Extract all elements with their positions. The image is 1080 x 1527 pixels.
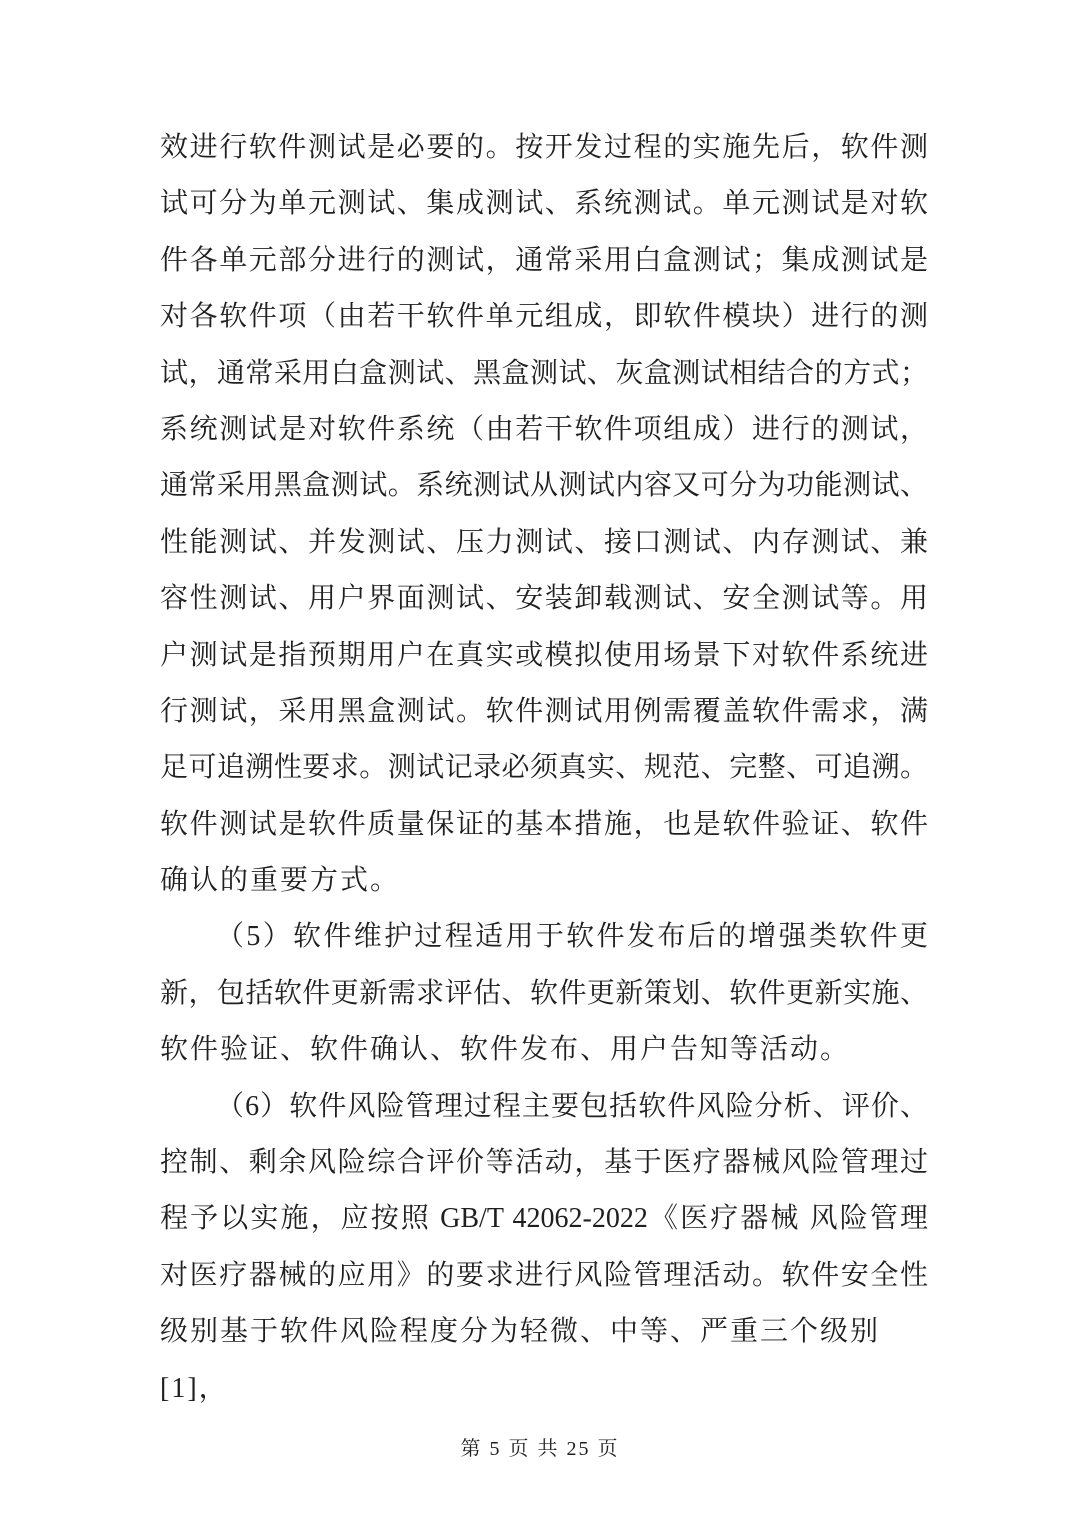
text-line-paragraph-end: 确认的重要方式。	[160, 865, 401, 897]
text-line: 试可分为单元测试、集成测试、系统测试。单元测试是对软	[160, 188, 928, 220]
text-line: 软件测试是软件质量保证的基本措施，也是软件验证、软件	[160, 808, 928, 840]
text-line: 效进行软件测试是必要的。按开发过程的实施先后，软件测	[160, 132, 928, 163]
text-line: 户测试是指预期用户在真实或模拟使用场景下对软件系统进	[160, 639, 928, 671]
text-line-paragraph-end: 软件验证、软件确认、软件发布、用户告知等活动。	[160, 1034, 851, 1066]
text-line: 足可追溯性要求。测试记录必须真实、规范、完整、可追溯。	[160, 752, 928, 784]
page-footer: 第 5 页 共 25 页	[460, 1438, 620, 1460]
text-line: 行测试，采用黑盒测试。软件测试用例需覆盖软件需求，满	[160, 695, 928, 727]
text-line: 系统测试是对软件系统（由若干软件项组成）进行的测试，	[160, 413, 928, 445]
text-line: 件各单元部分进行的测试，通常采用白盒测试；集成测试是	[160, 244, 928, 276]
document-body	[160, 120, 928, 1404]
text-line: 性能测试、并发测试、压力测试、接口测试、内存测试、兼	[160, 526, 928, 558]
text-line-paragraph-start: （6）软件风险管理过程主要包括软件风险分析、评价、	[216, 1090, 928, 1122]
text-line: 对医疗器械的应用》的要求进行风险管理活动。软件安全性	[160, 1259, 928, 1291]
text-line: 控制、剩余风险综合评价等活动，基于医疗器械风险管理过	[160, 1147, 928, 1179]
text-line: 级别基于软件风险程度分为轻微、中等、严重三个级别[1]，	[160, 1316, 881, 1404]
text-line: 通常采用黑盒测试。系统测试从测试内容又可分为功能测试、	[160, 470, 928, 502]
text-line: 新，包括软件更新需求评估、软件更新策划、软件更新实施、	[160, 977, 928, 1009]
text-line: 程予以实施，应按照 GB/T 42062-2022《医疗器械 风险管理	[160, 1203, 928, 1235]
text-line: 对各软件项（由若干软件单元组成，即软件模块）进行的测	[160, 301, 928, 333]
text-line: 试，通常采用白盒测试、黑盒测试、灰盒测试相结合的方式；	[160, 357, 928, 389]
text-line-paragraph-start: （5）软件维护过程适用于软件发布后的增强类软件更	[216, 921, 928, 953]
text-line: 容性测试、用户界面测试、安装卸载测试、安全测试等。用	[160, 583, 928, 615]
